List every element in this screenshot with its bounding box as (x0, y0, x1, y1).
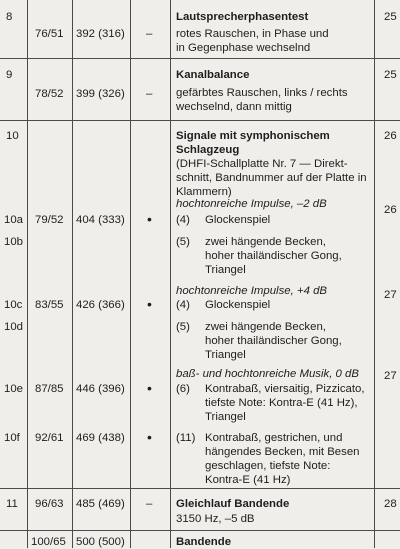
mark-dot: • (147, 211, 152, 227)
page-ref: 27 (384, 289, 397, 301)
row-divider (0, 120, 400, 121)
track-code: 83/55 (35, 299, 64, 311)
row-number: 9 (6, 69, 13, 81)
frequency: 469 (438) (76, 432, 125, 444)
row-number: 8 (6, 11, 13, 23)
entry-text: Kontrabaß, gestrichen, und (205, 432, 343, 444)
band-number: (5) (176, 321, 190, 333)
track-code: 76/51 (35, 28, 64, 40)
row-title: Schlagzeug (176, 144, 240, 156)
mark-dot: • (147, 296, 152, 312)
column-divider (130, 0, 131, 548)
entry-text: hoher thailändischer Gong, (205, 250, 342, 262)
group-heading: baß- und hochtonreiche Musik, 0 dB (176, 368, 359, 380)
column-divider (374, 0, 375, 548)
band-number: (4) (176, 299, 190, 311)
row-number: 10a (4, 214, 24, 226)
mark-dash: – (146, 88, 153, 100)
track-code: 87/85 (35, 383, 64, 395)
row-number: 10c (4, 299, 23, 311)
track-code: 96/63 (35, 498, 64, 510)
page-ref: 27 (384, 370, 397, 382)
row-title: Gleichlauf Bandende (176, 498, 290, 510)
entry-text: hoher thailändischer Gong, (205, 335, 342, 347)
row-number: 10f (4, 432, 20, 444)
row-divider (0, 58, 400, 59)
frequency: 500 (500) (76, 536, 125, 548)
group-heading: hochtonreiche Impulse, –2 dB (176, 198, 327, 210)
row-number: 10d (4, 321, 24, 333)
band-number: (6) (176, 383, 190, 395)
entry-text: hängendes Becken, mit Besen (205, 446, 360, 458)
row-description: Klammern) (176, 186, 232, 198)
row-description: rotes Rauschen, in Phase und (176, 28, 329, 40)
page-ref: 25 (384, 11, 397, 23)
row-description: (DHFI-Schallplatte Nr. 7 — Direkt- (176, 158, 348, 170)
entry-text: zwei hängende Becken, (205, 321, 326, 333)
row-title: Kanalbalance (176, 69, 250, 81)
page-ref: 26 (384, 130, 397, 142)
mark-dot: • (147, 429, 152, 445)
mark-dot: • (147, 380, 152, 396)
mark-dash: – (146, 28, 153, 40)
row-number: 10 (6, 130, 19, 142)
row-divider (0, 530, 400, 531)
track-code: 100/65 (31, 536, 66, 548)
row-description: schnitt, Bandnummer auf der Platte in (176, 172, 367, 184)
row-description: 3150 Hz, –5 dB (176, 513, 255, 525)
track-code: 79/52 (35, 214, 64, 226)
band-number: (11) (176, 432, 196, 444)
frequency: 446 (396) (76, 383, 125, 395)
mark-dash: – (146, 498, 153, 510)
track-code: 78/52 (35, 88, 64, 100)
entry-text: geschlagen, tiefste Note: (205, 460, 331, 472)
page-ref: 28 (384, 498, 397, 510)
frequency: 392 (316) (76, 28, 125, 40)
page-ref: 25 (384, 69, 397, 81)
entry-text: zwei hängende Becken, (205, 236, 326, 248)
row-divider (0, 488, 400, 489)
track-code: 92/61 (35, 432, 64, 444)
row-description: wechselnd, dann mittig (176, 101, 292, 113)
row-title: Signale mit symphonischem (176, 130, 330, 142)
row-number: 10e (4, 383, 24, 395)
row-number: 11 (6, 498, 18, 510)
frequency: 485 (469) (76, 498, 125, 510)
column-divider (27, 0, 28, 548)
frequency: 404 (333) (76, 214, 125, 226)
entry-text: Kontra-E (41 Hz) (205, 474, 291, 486)
group-heading: hochtonreiche Impulse, +4 dB (176, 285, 328, 297)
band-number: (5) (176, 236, 190, 248)
entry-text: Triangel (205, 411, 246, 423)
entry-text: Kontrabaß, viersaitig, Pizzicato, (205, 383, 365, 395)
row-title: Lautsprecherphasentest (176, 11, 309, 23)
column-divider (170, 0, 171, 548)
entry-text: tiefste Note: Kontra-E (41 Hz), (205, 397, 358, 409)
frequency: 399 (326) (76, 88, 125, 100)
band-number: (4) (176, 214, 190, 226)
row-description: gefärbtes Rauschen, links / rechts (176, 87, 348, 99)
entry-text: Triangel (205, 264, 246, 276)
row-description: in Gegenphase wechselnd (176, 42, 311, 54)
column-divider (72, 0, 73, 548)
entry-text: Glockenspiel (205, 214, 271, 226)
frequency: 426 (366) (76, 299, 125, 311)
page-ref: 26 (384, 204, 397, 216)
row-number: 10b (4, 236, 24, 248)
entry-text: Triangel (205, 349, 246, 361)
row-title: Bandende (176, 536, 232, 548)
entry-text: Glockenspiel (205, 299, 271, 311)
